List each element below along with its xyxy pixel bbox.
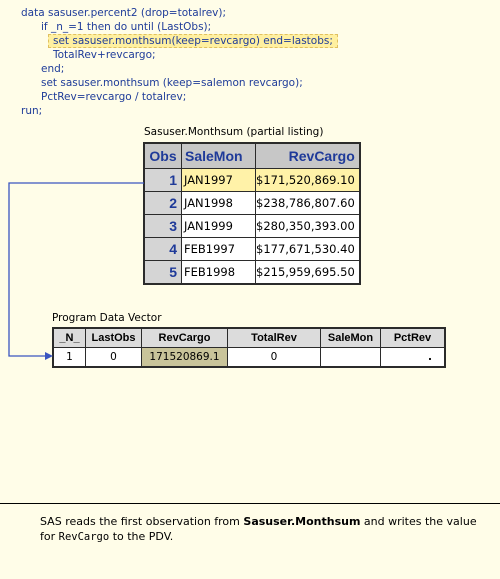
- code-line-6: set sasuser.monthsum (keep=salemon revcargo);: [41, 77, 303, 89]
- revcargo-cell: $177,671,530.40: [256, 238, 360, 261]
- code-line-4: TotalRev+revcargo;: [53, 49, 156, 61]
- revcargo-cell: $171,520,869.10: [256, 169, 360, 192]
- caption-text-3: to the PDV.: [109, 530, 174, 543]
- code-line-2: if _n_=1 then do until (LastObs);: [41, 21, 212, 33]
- salemon-cell: JAN1999: [182, 215, 256, 238]
- arrow-head-icon: [45, 352, 53, 360]
- caption-text-2: and writes the value for: [40, 515, 477, 543]
- caption-text-1: SAS reads the first observation from: [40, 515, 244, 528]
- code-line-1: data sasuser.percent2 (drop=totalrev);: [21, 7, 227, 19]
- code-line-8: run;: [21, 105, 43, 117]
- pdv-value-totalrev: 0: [228, 348, 321, 368]
- salemon-cell: FEB1997: [182, 238, 256, 261]
- obs-cell: 2: [144, 192, 182, 215]
- pdv-value-n: 1: [53, 348, 86, 368]
- salemon-cell: FEB1998: [182, 261, 256, 285]
- obs-cell: 5: [144, 261, 182, 285]
- salemon-cell: JAN1997: [182, 169, 256, 192]
- pdv-col-n: _N_: [53, 328, 86, 348]
- pdv-col-totalrev: TotalRev: [228, 328, 321, 348]
- obs-cell: 4: [144, 238, 182, 261]
- caption: [40, 514, 480, 545]
- dataset-title: Sasuser.Monthsum (partial listing): [144, 126, 324, 138]
- col-header-revcargo: RevCargo: [256, 143, 360, 169]
- pdv-col-salemon: SaleMon: [321, 328, 381, 348]
- col-header-salemon: SaleMon: [182, 143, 256, 169]
- pdv-value-revcargo: 171520869.1: [142, 348, 228, 368]
- code-line-5: end;: [41, 63, 65, 75]
- highlight-box: set sasuser.monthsum(keep=revcargo) end=lastobs;: [48, 34, 338, 48]
- code-line-7: PctRev=revcargo / totalrev;: [41, 91, 187, 103]
- obs-cell: 1: [144, 169, 182, 192]
- pdv-col-pctrev: PctRev: [381, 328, 446, 348]
- caption-dataset: Sasuser.Monthsum: [243, 515, 361, 528]
- divider: [0, 503, 500, 504]
- pdv-col-lastobs: LastObs: [86, 328, 142, 348]
- pdv-value-pctrev: .: [381, 348, 446, 368]
- revcargo-cell: $280,350,393.00: [256, 215, 360, 238]
- col-header-obs: Obs: [144, 143, 182, 169]
- arrow-line: [9, 183, 144, 356]
- salemon-cell: JAN1998: [182, 192, 256, 215]
- revcargo-cell: $238,786,807.60: [256, 192, 360, 215]
- pdv-col-revcargo: RevCargo: [142, 328, 228, 348]
- revcargo-cell: $215,959,695.50: [256, 261, 360, 285]
- obs-cell: 3: [144, 215, 182, 238]
- pdv-title: Program Data Vector: [52, 312, 162, 324]
- caption-variable: RevCargo: [58, 531, 110, 543]
- pdv-value-lastobs: 0: [86, 348, 142, 368]
